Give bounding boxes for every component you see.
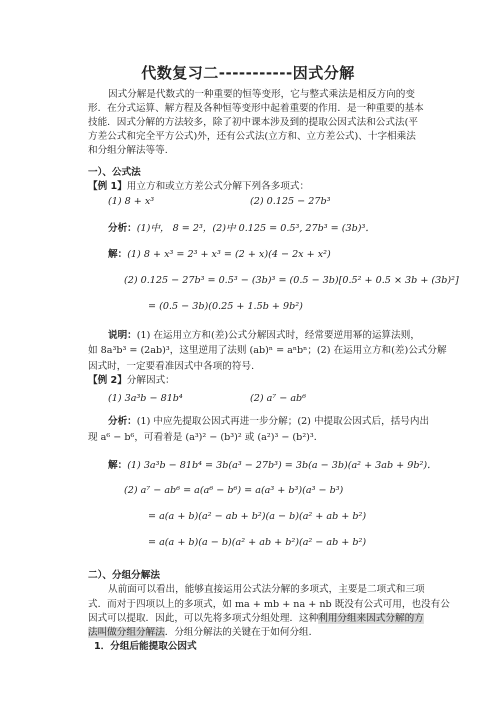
section-heading-formula: 一）、公式法 <box>88 167 141 178</box>
grouping-line-3 <box>88 610 424 624</box>
grouping-highlight-2: 法叫做分组分解法 <box>88 627 165 638</box>
solution-ex2-2a: (2) a⁷ − ab⁶ = a(a⁶ − b⁶) = a(a³ + b³)(a³ − b³) <box>124 485 344 496</box>
grouping-line-3-text: 因式可以提取．因此，可以先将多项式分组处理．这种 <box>88 613 319 624</box>
solution-ex2-1-text: (1) 3a³b − 81b⁴ = 3b(a³ − 27b³) = 3b(a − 3b)(a² + 3ab + 9b²)． <box>127 460 437 471</box>
solution-ex2-2c: = a(a + b)(a − b)(a² + ab + b²)(a² − ab + b²) <box>148 537 367 548</box>
solution-ex2-2b: = a(a + b)(a² − ab + b²)(a − b)(a² + ab + b²) <box>148 511 367 522</box>
note-line-3: 因式时，一定要看准因式中各项的符号． <box>88 361 261 372</box>
grouping-highlight-1: 利用分组来因式分解的方 <box>318 613 424 624</box>
example-2-text: 分解因式： <box>126 375 175 386</box>
section-heading-grouping: 二）、分组分解法 <box>88 570 160 581</box>
solution-2b: = (0.5 − 3b)(0.25 + 1.5b + 9b²) <box>148 301 303 312</box>
example-2 <box>88 372 175 386</box>
ex1-item-1: (1) 8 + x³ <box>108 196 155 207</box>
analysis-text: (1)中， 8 = 2³，(2)中 0.125 = 0.5³, 27b³ = (3b)³． <box>136 223 375 234</box>
solution-1-text: (1) 8 + x³ = 2³ + x³ = (2 + x)(4 − 2x + x²) <box>127 249 331 260</box>
solution-2-label: 解： <box>108 460 128 471</box>
analysis-2-line-1: (1) 中应先提取公因式再进一步分解；(2) 中提取公因式后，括号内出 <box>136 416 430 427</box>
intro-line-3: 技能．因式分解的方法较多，除了初中课本涉及到的提取公因式法和公式法(平 <box>88 117 418 128</box>
intro-line-4: 方差公式和完全平方公式)外，还有公式法(立方和、立方差公式)、十字相乘法 <box>88 131 416 142</box>
analysis-2-line-2: 现 a⁶ − b⁶，可看着是 (a³)² − (b³)² 或 (a²)³ − (b²)³． <box>88 432 324 443</box>
analysis-2-label: 分析： <box>108 416 137 427</box>
example-1-text: 用立方和或立方差公式分解下列各多项式： <box>126 181 310 192</box>
page-title: 代数复习二-----------因式分解 <box>141 64 355 82</box>
intro-line-1: 因式分解是代数式的一种重要的恒等变形，它与整式乘法是相反方向的变 <box>108 89 415 100</box>
intro-line-2: 形．在分式运算、解方程及各种恒等变形中起着重要的作用．是一种重要的基本 <box>88 103 424 114</box>
intro-line-5: 和分组分解法等等. <box>88 145 168 156</box>
note-line-1: (1) 在运用立方和(差)公式分解因式时，经常要逆用幂的运算法则， <box>136 330 420 341</box>
ex1-item-2: (2) 0.125 − 27b³ <box>250 196 331 207</box>
solution-ex2-1 <box>108 457 437 471</box>
note-line-2: 如 8a³b³ = (2ab)³，这里逆用了法则 (ab)ⁿ = aⁿbⁿ；(2) 在运用立方和(差)公式分解 <box>88 345 447 356</box>
analysis-1 <box>108 220 375 234</box>
grouping-line-2: 式．而对于四项以上的多项式，如 ma + mb + na + nb 既没有公式可用，也没有公 <box>88 599 450 610</box>
ex2-item-1: (1) 3a³b − 81b⁴ <box>108 393 183 404</box>
grouping-line-1: 从前面可以看出，能够直接运用公式法分解的多项式，主要是二项式和三项 <box>108 584 425 595</box>
solution-label: 解： <box>108 249 128 260</box>
example-1-label: 【例 1】 <box>88 181 127 192</box>
solution-1 <box>108 246 331 260</box>
subsection-heading: 1．分组后能提取公因式 <box>94 641 197 652</box>
example-1 <box>88 178 309 192</box>
example-2-label: 【例 2】 <box>88 375 127 386</box>
grouping-line-4-text: ．分组分解法的关键在于如何分组． <box>164 627 319 638</box>
note-label: 说明： <box>108 330 137 341</box>
solution-2a: (2) 0.125 − 27b³ = 0.5³ − (3b)³ = (0.5 − 3b)[0.5² + 0.5 × 3b + (3b)²] <box>124 275 459 286</box>
ex2-item-2: (2) a⁷ − ab⁶ <box>250 393 307 404</box>
analysis-label: 分析： <box>108 223 137 234</box>
grouping-line-4 <box>88 624 318 638</box>
note-1 <box>108 327 420 341</box>
analysis-2 <box>108 413 429 427</box>
